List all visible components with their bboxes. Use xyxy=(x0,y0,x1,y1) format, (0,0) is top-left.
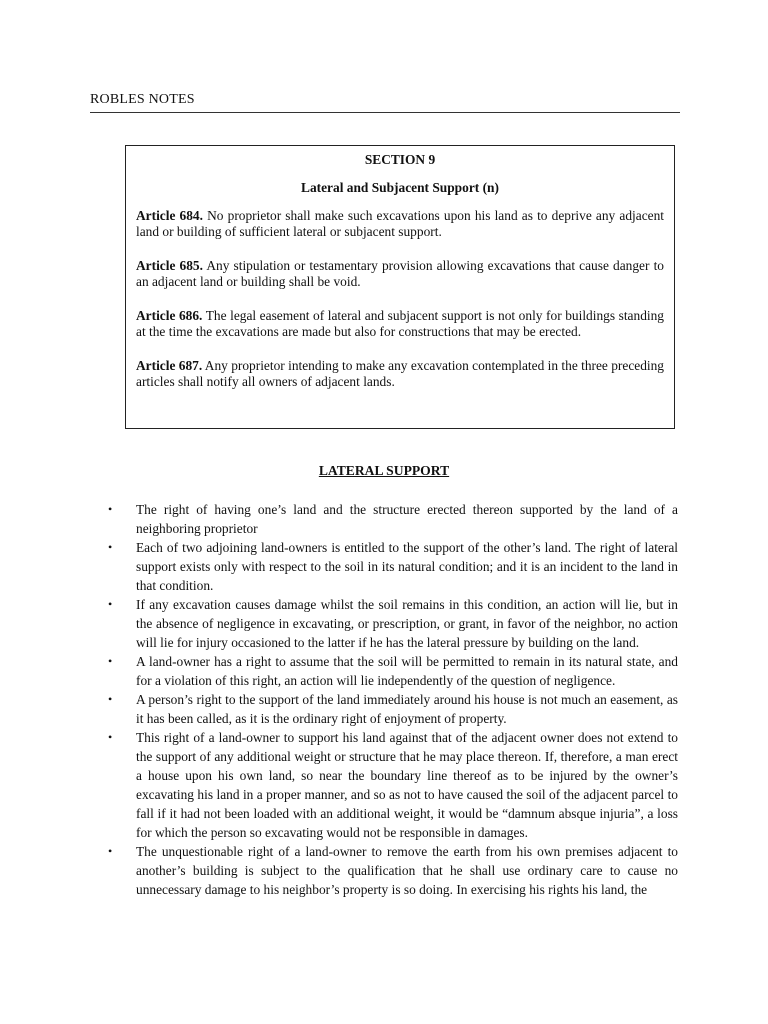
article-label: Article 685. xyxy=(136,258,203,273)
header-title: ROBLES NOTES xyxy=(90,92,195,107)
article-687 xyxy=(136,358,664,390)
bullet-icon: • xyxy=(108,730,113,744)
article-text: Any stipulation or testamentary provision allowing excavations that cause danger to an adjacent land or building shall be void. xyxy=(136,258,664,289)
article-label: Article 686. xyxy=(136,308,203,323)
lateral-support-heading: LATERAL SUPPORT xyxy=(318,463,450,478)
list-item xyxy=(108,500,678,538)
list-item xyxy=(108,842,678,899)
bullet-icon: • xyxy=(108,597,113,611)
list-item xyxy=(108,690,678,728)
bullet-icon: • xyxy=(108,654,113,668)
list-item-text: This right of a land-owner to support his land against that of the adjacent owner does not extend to the support of any additional weight or structure that he may place thereon. If, therefore, a man erect a house upon his own land, so near the boundary line thereof as to be injured by the owner’s excavating his land in a proper manner, and so as not to have caused the soil of the adjacent parcel to fall if it had not been loaded with an additional weight, it would be “damnum absque injuria”, a loss for which the person so excavating would not be responsible in damages. xyxy=(136,730,678,840)
list-item-text: A land-owner has a right to assume that the soil will be permitted to remain in its natural state, and for a violation of this right, an action will lie independently of the question of negligence. xyxy=(136,654,678,688)
article-685 xyxy=(136,258,664,290)
article-text: Any proprietor intending to make any excavation contemplated in the three preceding articles shall notify all owners of adjacent lands. xyxy=(136,358,665,389)
article-686 xyxy=(136,308,664,340)
bullet-icon: • xyxy=(108,692,113,706)
bullet-icon: • xyxy=(108,540,113,554)
list-item-text: A person’s right to the support of the land immediately around his house is not much an easement, as it has been called, as it is the ordinary right of enjoyment of property. xyxy=(136,692,678,726)
article-label: Article 687. xyxy=(136,358,203,373)
list-item-text: Each of two adjoining land-owners is entitled to the support of the other’s land. The right of lateral support exists only with respect to the soil in its natural condition; and it is an incident to the land in that condition. xyxy=(136,540,678,593)
list-item xyxy=(108,728,678,842)
section-title: SECTION 9 xyxy=(364,152,436,167)
article-text: No proprietor shall make such excavations upon his land as to deprive any adjacent land or building of sufficient lateral or subjacent support. xyxy=(136,208,664,239)
section-box xyxy=(125,145,675,429)
article-text: The legal easement of lateral and subjacent support is not only for buildings standing at the time the excavations are made but also for constructions that may be erected. xyxy=(136,308,665,339)
page-header xyxy=(90,92,680,113)
article-684 xyxy=(136,208,664,240)
list-item-text: The right of having one’s land and the structure erected thereon supported by the land of a neighboring proprietor xyxy=(136,502,678,536)
lateral-support-list xyxy=(108,500,678,899)
section-subtitle: Lateral and Subjacent Support (n) xyxy=(301,180,499,195)
list-item-text: If any excavation causes damage whilst the soil remains in this condition, an action will lie, but in the absence of negligence in excavating, or prescription, or grant, in favor of the neighbor, no action will lie for injury occasioned to the latter if he has the lateral pressure by building on the land. xyxy=(136,597,678,650)
article-label: Article 684. xyxy=(136,208,203,223)
bullet-icon: • xyxy=(108,502,113,516)
list-item xyxy=(108,538,678,595)
bullet-icon: • xyxy=(108,844,113,858)
list-item-text: The unquestionable right of a land-owner to remove the earth from his own premises adjacent to another’s building is subject to the qualification that he shall use ordinary care to cause no unnecessary damage to his neighbor’s property is so doing. In exercising his rights his land, the xyxy=(136,844,678,897)
list-item xyxy=(108,652,678,690)
list-item xyxy=(108,595,678,652)
